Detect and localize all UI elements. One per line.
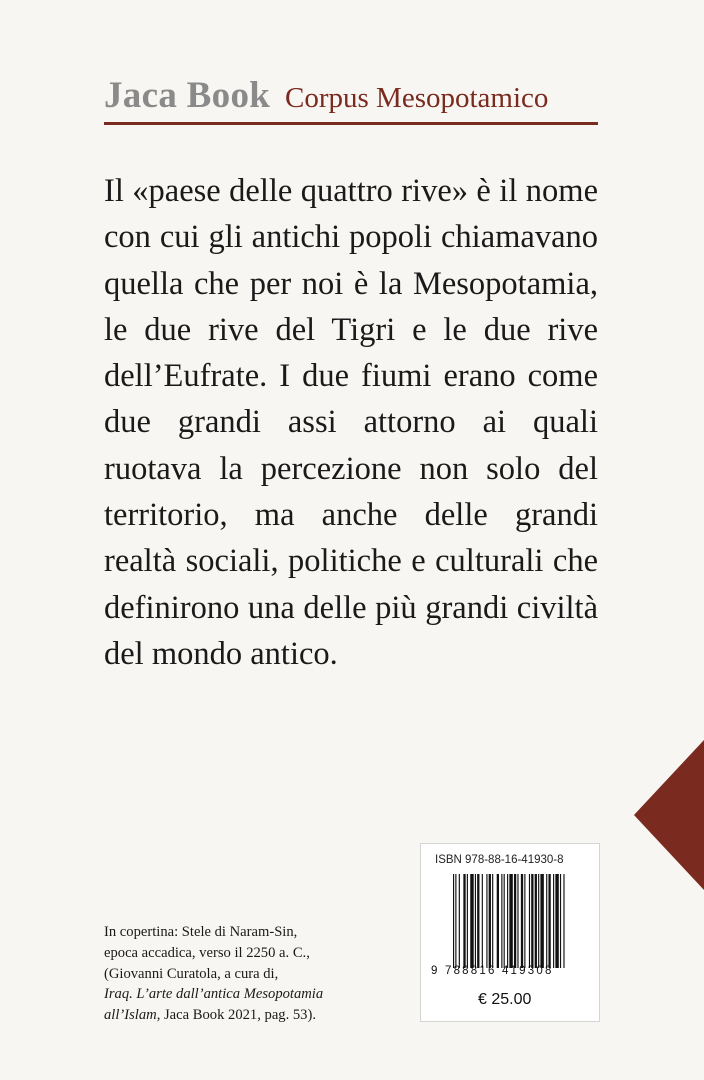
barcode-bar	[475, 874, 476, 968]
price: € 25.00	[478, 991, 532, 1008]
barcode-bar	[524, 874, 525, 968]
blurb-text: Il «paese delle quattro rive» è il nome con cui gli antichi popoli chiamavano quella che per noi è la Mesopotamia, le due rive del Tigri e le due rive dell’Eufrate. I due fiumi erano come due grandi assi attorno ai quali ruotava la percezione non solo del territorio, ma anche delle grandi realtà sociali, politiche e culturali che definirono una delle più grandi civiltà del mondo antico.	[104, 173, 598, 672]
barcode-bars	[453, 874, 591, 968]
barcode-bar	[453, 874, 454, 968]
barcode-bar	[501, 874, 502, 968]
barcode-bar	[477, 874, 479, 968]
barcode-bar	[486, 874, 487, 968]
barcode-bar	[514, 874, 516, 968]
decorative-triangle	[634, 740, 704, 890]
barcode-bar	[538, 874, 539, 968]
back-cover-blurb	[104, 168, 598, 677]
publisher-info: , Jaca Book 2021, pag. 53).	[156, 1007, 316, 1024]
barcode-box	[420, 843, 600, 1022]
barcode-bar	[540, 874, 543, 968]
barcode-bar	[553, 874, 554, 968]
barcode-bar	[507, 874, 508, 968]
barcode-bar	[467, 874, 468, 968]
credit-line	[104, 1005, 404, 1026]
barcode-bar	[509, 874, 512, 968]
barcode-bar	[504, 874, 505, 968]
book-title: all’Islam	[104, 1007, 157, 1024]
barcode-bar	[489, 874, 491, 968]
barcode-bar	[546, 874, 547, 968]
publisher-brand: Jaca Book	[104, 75, 271, 116]
header	[104, 74, 598, 125]
credit-line: (Giovanni Curatola, a cura di,	[104, 965, 279, 982]
barcode-bar	[560, 874, 561, 968]
series-title: Corpus Mesopotamico	[285, 82, 549, 114]
credit-line: epoca accadica, verso il 2250 a. C.,	[104, 944, 310, 961]
barcode-bar	[521, 874, 523, 968]
barcode-bar	[482, 874, 483, 968]
barcode-bar	[470, 874, 473, 968]
barcode-bar	[455, 874, 456, 968]
credit-line	[104, 984, 404, 1005]
book-title: Iraq. L’arte dall’antica Mesopotamia	[104, 986, 324, 1003]
isbn-label: ISBN 978-88-16-41930-8	[435, 854, 564, 866]
credit-line: In copertina: Stele di Naram-Sin,	[104, 924, 298, 940]
barcode-bar	[555, 874, 558, 968]
barcode-bar	[563, 874, 564, 968]
barcode-bar	[492, 874, 493, 968]
barcode-digits: 9 788816 419308	[431, 965, 554, 977]
barcode-bar	[548, 874, 550, 968]
barcode-bar	[535, 874, 537, 968]
barcode-bar	[517, 874, 518, 968]
cover-credit	[104, 922, 404, 1026]
barcode-bar	[529, 874, 530, 968]
barcode-bar	[531, 874, 533, 968]
barcode-bar	[459, 874, 460, 968]
barcode-bar	[497, 874, 499, 968]
barcode-bar	[463, 874, 465, 968]
